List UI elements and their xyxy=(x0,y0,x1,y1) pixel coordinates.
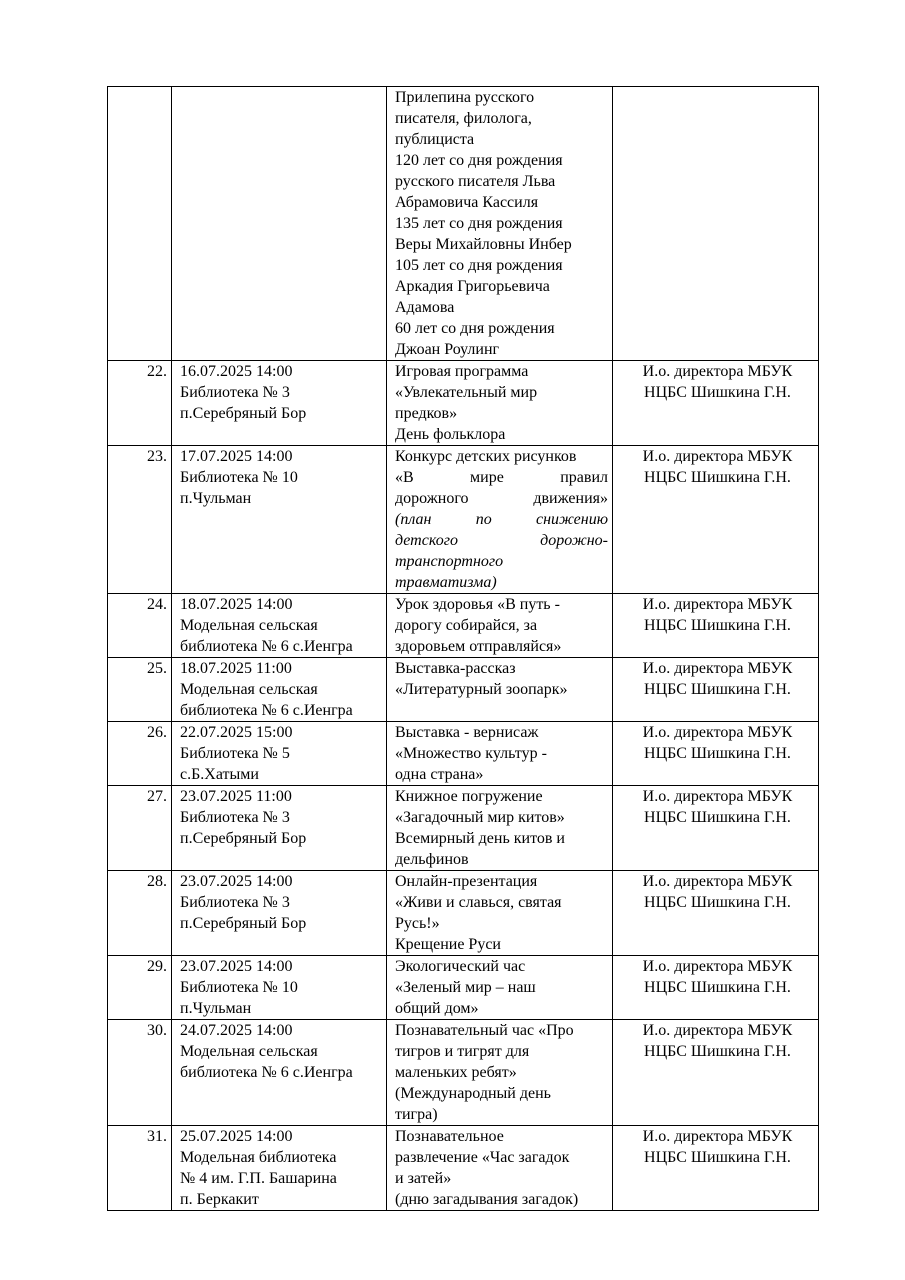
responsible-cell xyxy=(613,361,819,446)
date-place-line: Библиотека № 10 xyxy=(180,469,298,486)
table-row xyxy=(108,722,819,786)
row-number-cell xyxy=(108,87,172,361)
responsible-cell xyxy=(613,786,819,871)
event-line xyxy=(395,509,608,530)
responsible-line: И.о. директора МБУК xyxy=(642,873,793,890)
responsible-cell xyxy=(613,722,819,786)
event-line: Книжное погружение xyxy=(395,788,543,805)
responsible-cell xyxy=(613,446,819,594)
event-line: русского писателя Льва xyxy=(395,173,556,190)
date-place-line: 23.07.2025 11:00 xyxy=(180,788,292,805)
event-line: 120 лет со дня рождения xyxy=(395,152,563,169)
responsible-cell xyxy=(613,87,819,361)
date-place-line: библиотека № 6 с.Иенгра xyxy=(180,1064,353,1081)
row-number-cell: 27. xyxy=(108,786,172,871)
responsible-line: НЦБС Шишкина Г.Н. xyxy=(644,384,791,401)
table-row xyxy=(108,1020,819,1126)
event-line: 135 лет со дня рождения xyxy=(395,215,563,232)
date-place-cell xyxy=(172,786,387,871)
event-cell xyxy=(387,594,613,658)
date-place-line: 22.07.2025 15:00 xyxy=(180,724,293,741)
event-line: Экологический час xyxy=(395,958,526,975)
date-place-cell xyxy=(172,1126,387,1211)
event-line: Веры Михайловны Инбер xyxy=(395,236,572,253)
event-word: правил xyxy=(560,469,608,486)
event-line xyxy=(395,530,608,551)
table-row xyxy=(108,786,819,871)
event-cell xyxy=(387,956,613,1020)
date-place-line: Библиотека № 5 xyxy=(180,745,290,762)
date-place-line: Модельная сельская xyxy=(180,617,318,634)
event-line: (Международный день xyxy=(395,1085,551,1102)
date-place-line: 24.07.2025 14:00 xyxy=(180,1022,293,1039)
event-word: «В xyxy=(395,469,414,486)
responsible-cell xyxy=(613,871,819,956)
event-cell xyxy=(387,87,613,361)
responsible-line: И.о. директора МБУК xyxy=(642,660,793,677)
responsible-line: И.о. директора МБУК xyxy=(642,1022,793,1039)
table-row-continuation xyxy=(108,87,819,361)
events-table-body xyxy=(108,87,819,1211)
row-number-cell: 24. xyxy=(108,594,172,658)
responsible-line: И.о. директора МБУК xyxy=(642,596,793,613)
event-line: Джоан Роулинг xyxy=(395,341,500,358)
event-line: «Загадочный мир китов» xyxy=(395,809,565,826)
event-line: «Живи и славься, святая xyxy=(395,894,562,911)
event-word: по xyxy=(475,511,492,528)
responsible-line: И.о. директора МБУК xyxy=(642,363,793,380)
responsible-line: НЦБС Шишкина Г.Н. xyxy=(644,979,791,996)
date-place-line: 16.07.2025 14:00 xyxy=(180,363,293,380)
responsible-line: И.о. директора МБУК xyxy=(642,1128,793,1145)
date-place-line: Модельная библиотека xyxy=(180,1149,337,1166)
responsible-line: НЦБС Шишкина Г.Н. xyxy=(644,1043,791,1060)
responsible-line: НЦБС Шишкина Г.Н. xyxy=(644,469,791,486)
event-cell xyxy=(387,786,613,871)
event-line: 105 лет со дня рождения xyxy=(395,257,563,274)
row-number-cell: 26. xyxy=(108,722,172,786)
responsible-cell xyxy=(613,658,819,722)
event-cell xyxy=(387,871,613,956)
event-line: травматизма) xyxy=(395,574,497,591)
event-line: Выставка-рассказ xyxy=(395,660,516,677)
responsible-line: НЦБС Шишкина Г.Н. xyxy=(644,617,791,634)
event-line: здоровьем отправляйся» xyxy=(395,638,562,655)
date-place-line: п.Серебряный Бор xyxy=(180,915,307,932)
row-number-cell: 29. xyxy=(108,956,172,1020)
date-place-line: Модельная сельская xyxy=(180,1043,318,1060)
event-line: Онлайн-презентация xyxy=(395,873,538,890)
event-line: Всемирный день китов и xyxy=(395,830,565,847)
event-line: транспортного xyxy=(395,553,504,570)
event-line: Познавательный час «Про xyxy=(395,1022,574,1039)
date-place-line: 17.07.2025 14:00 xyxy=(180,448,293,465)
date-place-line: № 4 им. Г.П. Башарина xyxy=(180,1170,337,1187)
event-line: Познавательное xyxy=(395,1128,504,1145)
date-place-cell xyxy=(172,1020,387,1126)
date-place-line: 18.07.2025 14:00 xyxy=(180,596,293,613)
responsible-line: И.о. директора МБУК xyxy=(642,448,793,465)
date-place-line: 25.07.2025 14:00 xyxy=(180,1128,293,1145)
event-word: мире xyxy=(470,469,504,486)
date-place-line: п.Чульман xyxy=(180,490,252,507)
date-place-line: Библиотека № 10 xyxy=(180,979,298,996)
event-line xyxy=(395,488,608,509)
row-number-cell: 25. xyxy=(108,658,172,722)
event-cell xyxy=(387,1126,613,1211)
responsible-cell xyxy=(613,594,819,658)
table-row xyxy=(108,446,819,594)
date-place-line: Библиотека № 3 xyxy=(180,809,290,826)
responsible-cell xyxy=(613,1020,819,1126)
responsible-line: И.о. директора МБУК xyxy=(642,958,793,975)
event-line: дельфинов xyxy=(395,851,469,868)
date-place-line: библиотека № 6 с.Иенгра xyxy=(180,702,353,719)
date-place-line: п.Серебряный Бор xyxy=(180,405,307,422)
row-number-cell: 31. xyxy=(108,1126,172,1211)
date-place-line: п.Серебряный Бор xyxy=(180,830,307,847)
event-line: развлечение «Час загадок xyxy=(395,1149,570,1166)
date-place-line: Библиотека № 3 xyxy=(180,384,290,401)
date-place-cell xyxy=(172,658,387,722)
table-row xyxy=(108,956,819,1020)
responsible-line: И.о. директора МБУК xyxy=(642,788,793,805)
event-word: дорожного xyxy=(395,490,469,507)
responsible-line: НЦБС Шишкина Г.Н. xyxy=(644,809,791,826)
event-line: одна страна» xyxy=(395,766,484,783)
event-line: Выставка - вернисаж xyxy=(395,724,539,741)
event-line: Прилепина русского xyxy=(395,89,535,106)
event-line: Конкурс детских рисунков xyxy=(395,448,577,465)
responsible-line: НЦБС Шишкина Г.Н. xyxy=(644,1149,791,1166)
table-row xyxy=(108,1126,819,1211)
date-place-line: Библиотека № 3 xyxy=(180,894,290,911)
event-word: движения» xyxy=(533,490,608,507)
date-place-cell xyxy=(172,361,387,446)
date-place-cell xyxy=(172,871,387,956)
event-line xyxy=(395,467,608,488)
event-line: Игровая программа xyxy=(395,363,529,380)
event-line: и затей» xyxy=(395,1170,452,1187)
date-place-cell xyxy=(172,722,387,786)
event-word: снижению xyxy=(535,511,608,528)
responsible-line: И.о. директора МБУК xyxy=(642,724,793,741)
table-row xyxy=(108,361,819,446)
event-line: публициста xyxy=(395,131,475,148)
date-place-cell xyxy=(172,956,387,1020)
event-line: «Множество культур - xyxy=(395,745,547,762)
table-row xyxy=(108,658,819,722)
event-line: «Увлекательный мир xyxy=(395,384,538,401)
event-line: тигра) xyxy=(395,1106,438,1123)
event-line: Урок здоровья «В путь - xyxy=(395,596,560,613)
row-number-cell: 22. xyxy=(108,361,172,446)
date-place-line: 23.07.2025 14:00 xyxy=(180,958,293,975)
responsible-line: НЦБС Шишкина Г.Н. xyxy=(644,894,791,911)
event-cell xyxy=(387,361,613,446)
event-line: 60 лет со дня рождения xyxy=(395,320,555,337)
row-number-cell: 30. xyxy=(108,1020,172,1126)
row-number-cell: 23. xyxy=(108,446,172,594)
event-line: Русь!» xyxy=(395,915,440,932)
event-line: День фольклора xyxy=(395,426,506,443)
event-line: Крещение Руси xyxy=(395,936,501,953)
event-cell xyxy=(387,722,613,786)
date-place-line: 23.07.2025 14:00 xyxy=(180,873,293,890)
date-place-line: Модельная сельская xyxy=(180,681,318,698)
responsible-line: НЦБС Шишкина Г.Н. xyxy=(644,745,791,762)
responsible-cell xyxy=(613,1126,819,1211)
event-line: общий дом» xyxy=(395,1000,479,1017)
event-line: «Литературный зоопарк» xyxy=(395,681,568,698)
date-place-cell xyxy=(172,87,387,361)
event-line: тигров и тигрят для xyxy=(395,1043,530,1060)
date-place-line: библиотека № 6 с.Иенгра xyxy=(180,638,353,655)
table-row xyxy=(108,871,819,956)
event-line: Аркадия Григорьевича xyxy=(395,278,550,295)
date-place-line: п.Чульман xyxy=(180,1000,252,1017)
event-line: маленьких ребят» xyxy=(395,1064,517,1081)
event-cell xyxy=(387,658,613,722)
table-row xyxy=(108,594,819,658)
responsible-cell xyxy=(613,956,819,1020)
event-cell xyxy=(387,1020,613,1126)
event-word: дорожно- xyxy=(540,532,608,549)
events-table xyxy=(107,86,819,1211)
event-cell xyxy=(387,446,613,594)
date-place-line: 18.07.2025 11:00 xyxy=(180,660,292,677)
date-place-line: с.Б.Хатыми xyxy=(180,766,259,783)
event-line: дорогу собирайся, за xyxy=(395,617,538,634)
responsible-line: НЦБС Шишкина Г.Н. xyxy=(644,681,791,698)
date-place-cell xyxy=(172,446,387,594)
event-word: детского xyxy=(395,532,458,549)
date-place-line: п. Беркакит xyxy=(180,1191,259,1208)
event-word: (план xyxy=(395,511,432,528)
event-line: писателя, филолога, xyxy=(395,110,532,127)
event-line: Адамова xyxy=(395,299,455,316)
event-line: (дню загадывания загадок) xyxy=(395,1191,579,1208)
event-line: Абрамовича Кассиля xyxy=(395,194,539,211)
event-line: «Зеленый мир – наш xyxy=(395,979,536,996)
date-place-cell xyxy=(172,594,387,658)
row-number-cell: 28. xyxy=(108,871,172,956)
event-line: предков» xyxy=(395,405,458,422)
